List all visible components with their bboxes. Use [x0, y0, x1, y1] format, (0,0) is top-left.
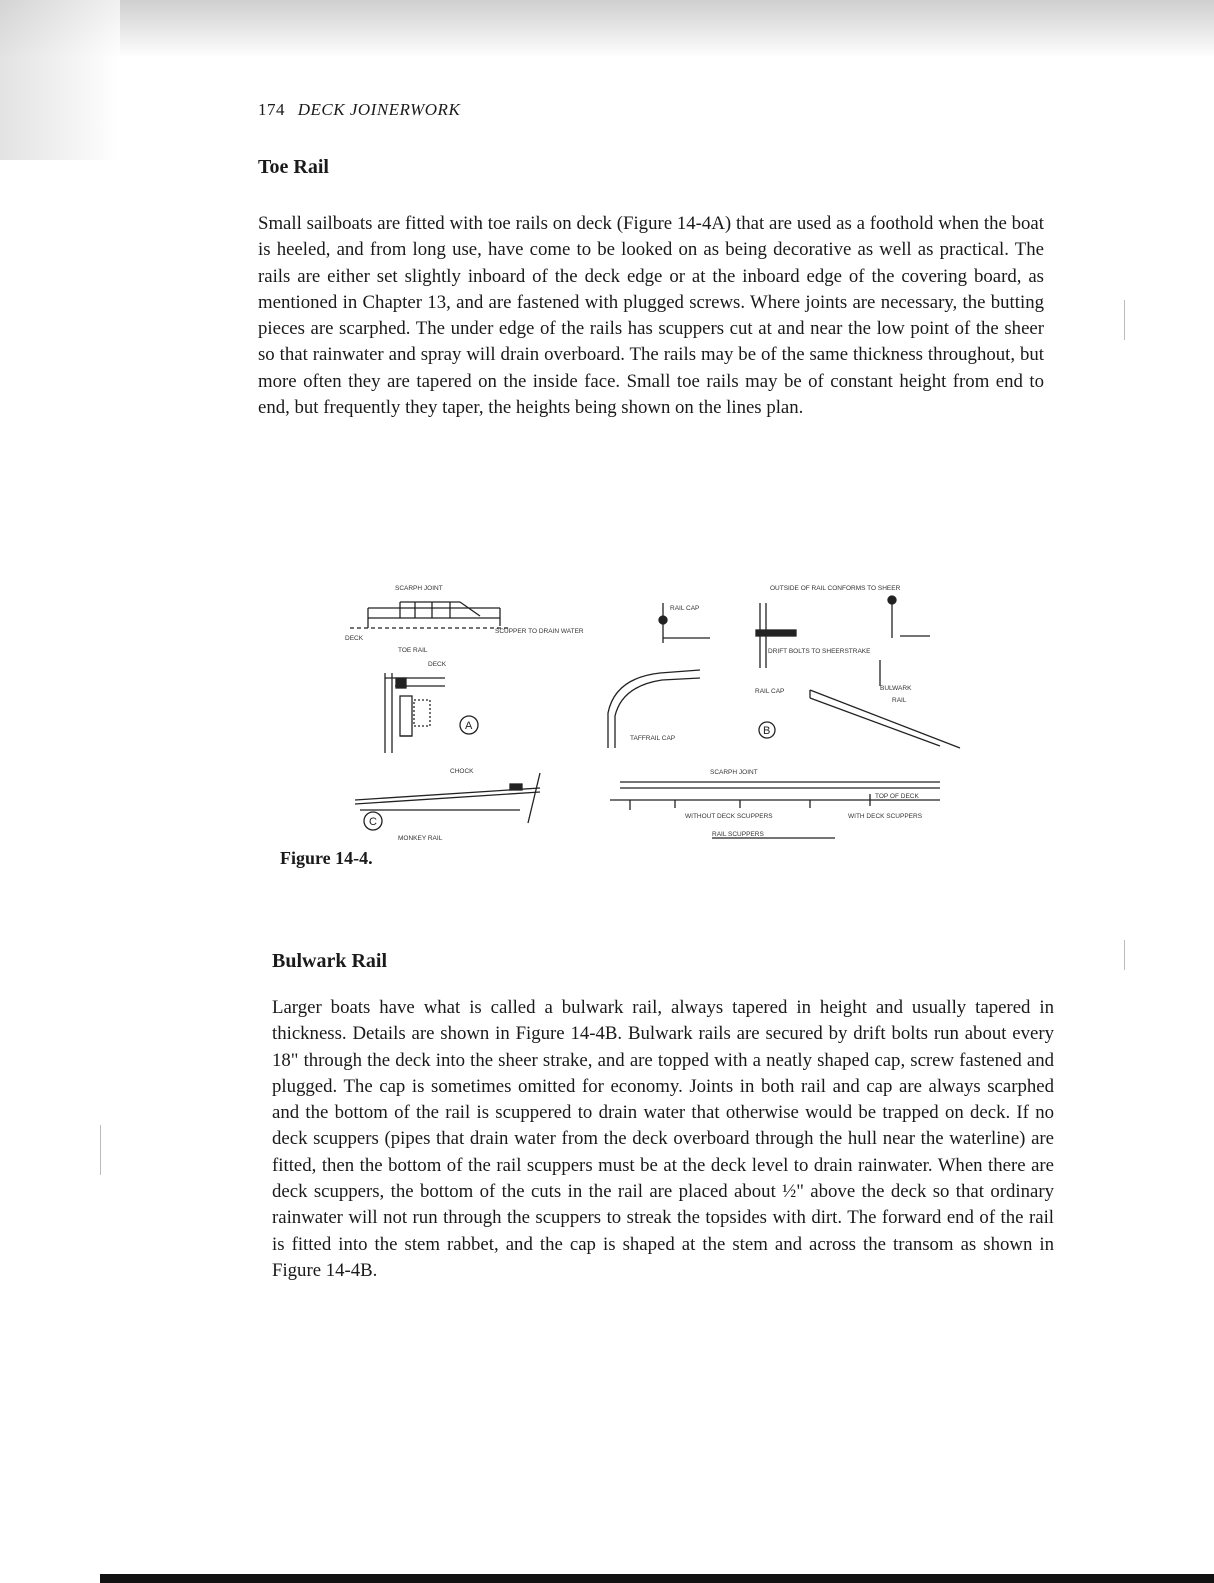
figure-14-4 — [340, 578, 980, 848]
label-rail: RAIL — [892, 697, 907, 704]
scan-edge-mark — [100, 1125, 101, 1175]
label-deck-section: DECK — [428, 661, 447, 668]
label-bulwark: BULWARK — [880, 685, 912, 692]
label-with-scuppers: WITH DECK SCUPPERS — [848, 813, 923, 820]
marker-c: C — [369, 816, 377, 828]
scan-shadow-left — [0, 0, 120, 160]
label-without-scuppers: WITHOUT DECK SCUPPERS — [685, 813, 773, 820]
label-drift-bolts: DRIFT BOLTS TO SHEERSTRAKE — [768, 648, 871, 655]
label-outside-rail: OUTSIDE OF RAIL CONFORMS TO SHEER — [770, 585, 901, 592]
marker-a: A — [465, 720, 473, 732]
paragraph-toe-rail: Small sailboats are fitted with toe rails on deck (Figure 14-4A) that are used as a foothold when the boat is heeled, and from long use, have come to be looked on as being decorative as well as practical. The rails are either set slightly inboard of the deck edge or at the inboard edge of the covering board, as mentioned in Chapter 13, and are fastened with plugged screws. Where joints are necessary, the butting pieces are scarphed. The under edge of the rails has scuppers cut at and near the low point of the sheer so that rainwater and spray will drain overboard. The rails may be of the same thickness throughout, but more often they are tapered on the inside face. Small toe rails may be of constant height from end to end, but frequently they taper, the heights being shown on the lines plan. — [258, 213, 1044, 419]
scan-shadow-top — [0, 0, 1214, 58]
paragraph-bulwark-rail: Larger boats have what is called a bulwark rail, always tapered in height and usually tapered in thickness. Details are shown in Figure 14-4B. Bulwark rails are secured by drift bolts run about every 18" through the deck into the sheer strake, and are topped with a neatly shaped cap, screw fastened and plugged. The cap is sometimes omitted for economy. Joints in both rail and cap are always scarphed and the bottom of the rail is scuppered to drain water that otherwise would be trapped on deck. If no deck scuppers (pipes that drain water from the deck overboard through the hull near the waterline) are fitted, then the bottom of the rail scuppers must be at the deck level to drain rainwater. When there are deck scuppers, the bottom of the cuts in the rail are placed about ½" above the deck so that ordinary rainwater will not run through the scuppers to streak the topsides with dirt. The forward end of the rail is fitted into the stem rabbet, and the cap is shaped at the stem and across the transom as shown in Figure 14-4B. — [272, 997, 1054, 1281]
label-chock: CHOCK — [450, 768, 474, 775]
panel-b-scuppers-drawing — [610, 769, 940, 838]
scan-edge-mark — [1124, 940, 1125, 970]
running-head — [258, 100, 460, 120]
scan-shadow-bottom — [100, 1574, 1214, 1583]
label-taffrail: TAFFRAIL CAP — [630, 735, 676, 742]
label-rail-cap: RAIL CAP — [670, 605, 700, 612]
panel-c-drawing — [355, 768, 540, 842]
running-title: DECK JOINERWORK — [297, 100, 461, 119]
label-toe-rail: TOE RAIL — [398, 647, 428, 654]
figure-caption: Figure 14-4. — [280, 848, 373, 868]
label-scarph-joint-b: SCARPH JOINT — [710, 769, 758, 776]
page-number: 174 — [258, 100, 285, 119]
label-rail-scuppers: RAIL SCUPPERS — [712, 831, 764, 838]
label-rail-cap-b: RAIL CAP — [755, 688, 785, 695]
label-deck: DECK — [345, 635, 364, 642]
label-scupper: SCUPPER TO DRAIN WATER — [495, 628, 584, 635]
section-heading-bulwark-rail: Bulwark Rail — [272, 950, 388, 972]
label-top-of-deck: TOP OF DECK — [875, 793, 919, 800]
label-scarph-joint: SCARPH JOINT — [395, 585, 443, 592]
section-heading-toe-rail: Toe Rail — [258, 156, 329, 178]
panel-b-drawing — [608, 585, 960, 748]
marker-b: B — [763, 725, 771, 737]
label-monkey-rail: MONKEY RAIL — [398, 835, 443, 842]
scan-edge-mark — [1124, 300, 1125, 340]
